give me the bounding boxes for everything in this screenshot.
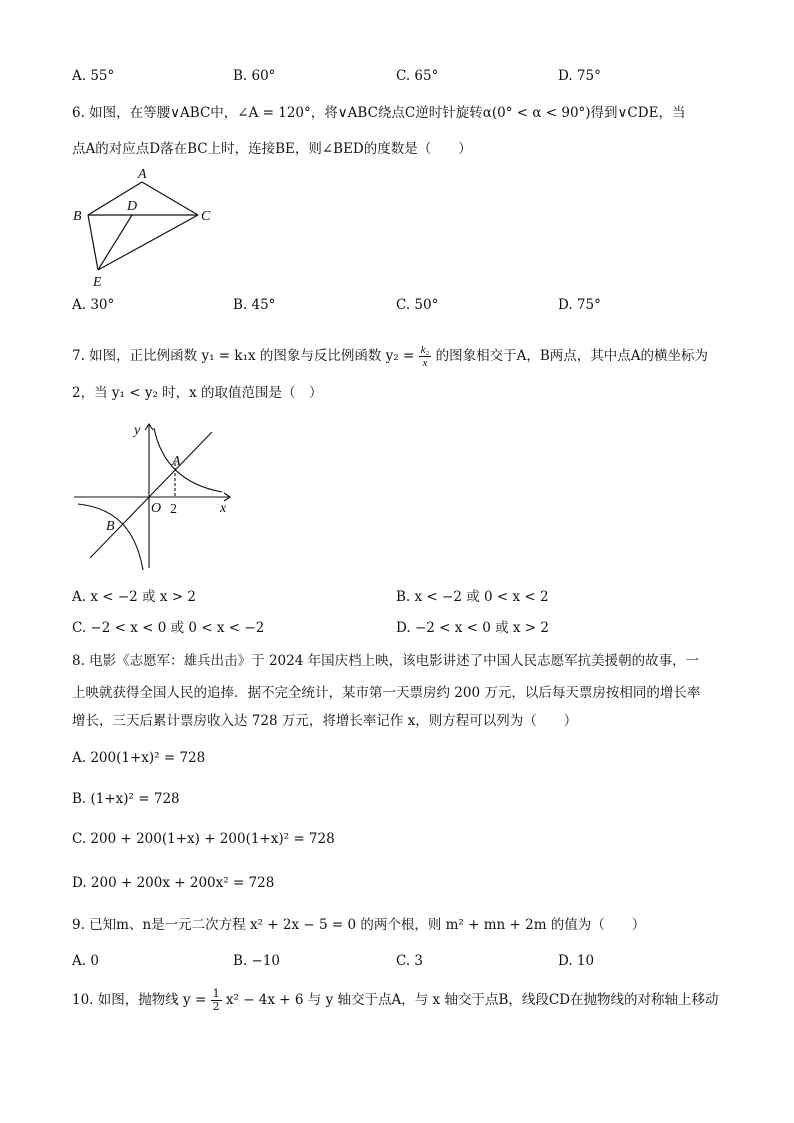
q8-stem-line2: 上映就获得全国人民的追捧．据不完全统计，某市第一天票房约 200 万元，以后每天票房按相同的增长率 (72, 685, 701, 701)
q10-frac-den: 2 (212, 1000, 220, 1013)
q9-stem-line1: 9. 已知m、n是一元二次方程 x² + 2x − 5 = 0 的两个根，则 m² + mn + 2m 的值为（ ） (72, 917, 646, 933)
q7-stem-post: 的图象相交于A，B两点，其中点A的横坐标为 (435, 348, 709, 364)
q7-hyperbola-branch1 (154, 428, 222, 492)
q7-option-c: C. −2 < x < 0 或 0 < x < −2 (72, 620, 265, 636)
q9-option-c: C. 3 (396, 953, 424, 969)
q7-option-d: D. −2 < x < 0 或 x > 2 (396, 620, 549, 636)
q7-option-b: B. x < −2 或 0 < x < 2 (396, 589, 549, 605)
q7-graph-figure (68, 418, 248, 578)
q6-stem-line2: 点A的对应点D落在BC上时，连接BE，则∠BED的度数是（ ） (72, 141, 472, 157)
q6-option-c: C. 50° (396, 297, 439, 313)
q7-stem-pre: 7. 如图，正比例函数 y₁ = k₁x 的图象与反比例函数 y₂ = (72, 348, 415, 364)
q5-option-c: C. 65° (396, 68, 439, 84)
q6-stem-line1: 6. 如图，在等腰∨ABC中，∠A = 120°，将∨ABC绕点C逆时针旋转α(0° < α < 90°)得到∨CDE，当 (72, 105, 686, 121)
q7-option-a: A. x < −2 或 x > 2 (72, 589, 196, 605)
q5-option-a: A. 55° (72, 68, 115, 84)
q6-seg-ec (98, 215, 198, 270)
q7-stem-line2: 2，当 y₁ < y₂ 时，x 的取值范围是（ ） (72, 385, 323, 401)
q7-label-y: y (134, 423, 141, 438)
q7-label-o: O (151, 501, 162, 516)
q8-option-c: C. 200 + 200(1+x) + 200(1+x)² = 728 (72, 831, 335, 847)
q7-fraction (419, 344, 432, 369)
q10-stem-pre: 10. 如图，抛物线 y = (72, 992, 207, 1008)
q5-option-b: B. 60° (233, 68, 276, 84)
q6-option-b: B. 45° (233, 297, 276, 313)
q6-option-a: A. 30° (72, 297, 115, 313)
q6-option-d: D. 75° (558, 297, 601, 313)
q6-seg-ed (98, 215, 132, 270)
q8-option-d: D. 200 + 200x + 200x² = 728 (72, 875, 275, 891)
q6-label-c: C (201, 209, 211, 224)
q9-option-a: A. 0 (72, 953, 99, 969)
q7-frac-den: x (422, 357, 428, 369)
q6-seg-be (88, 215, 98, 270)
q7-frac-num: k₂ (420, 344, 430, 356)
q7-label-x: x (220, 501, 227, 516)
q7-line-y1 (90, 432, 212, 558)
q8-stem-line3: 增长，三天后累计票房收入达 728 万元，将增长率记作 x，则方程可以列为（ ） (72, 713, 578, 729)
q10-fraction (211, 988, 222, 1013)
q6-label-e: E (93, 275, 102, 290)
q6-seg-ac (142, 182, 198, 215)
q10-stem-post: x² − 4x + 6 与 y 轴交于点A，与 x 轴交于点B，线段CD在抛物线的对称轴上移动 (225, 992, 719, 1008)
q7-stem-line1 (72, 344, 708, 369)
q6-label-a: A (138, 167, 147, 182)
q6-triangle-figure (70, 162, 230, 292)
q9-option-b: B. −10 (233, 953, 280, 969)
q7-label-2: 2 (170, 502, 177, 517)
q10-frac-num: 1 (212, 987, 220, 1000)
q5-option-d: D. 75° (558, 68, 601, 84)
q6-label-b: B (73, 209, 82, 224)
q8-option-b: B. (1+x)² = 728 (72, 791, 180, 807)
q8-option-a: A. 200(1+x)² = 728 (72, 750, 206, 766)
q7-label-a: A (172, 454, 181, 469)
q7-label-b: B (106, 519, 115, 534)
q8-stem-line1: 8. 电影《志愿军：雄兵出击》于 2024 年国庆档上映，该电影讲述了中国人民志愿军抗美援朝的故事，一 (72, 653, 700, 669)
q10-stem-line1 (72, 988, 719, 1013)
q9-option-d: D. 10 (558, 953, 595, 969)
q6-label-d: D (127, 199, 138, 214)
